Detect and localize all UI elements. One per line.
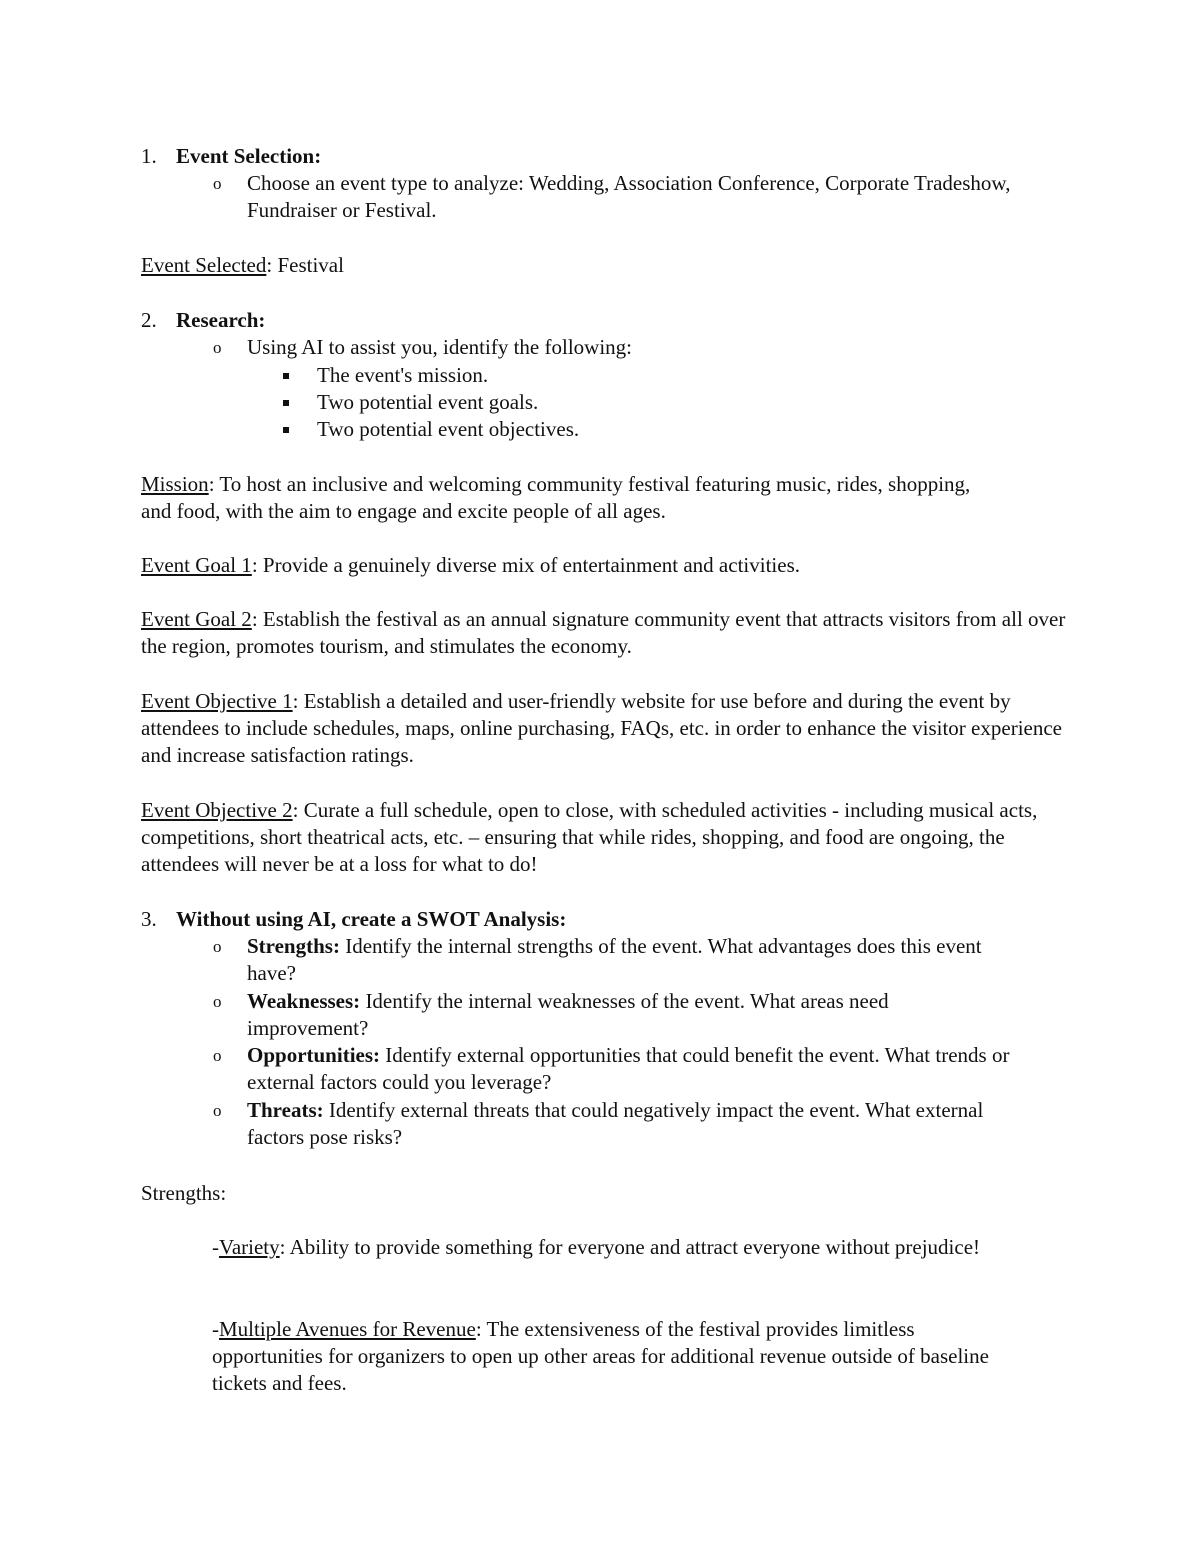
event-goal-1 xyxy=(141,552,1071,579)
list-item-text: The event's mission. xyxy=(317,363,489,387)
circle-bullet-icon: o xyxy=(213,338,222,357)
section-2-title: Research: xyxy=(176,308,266,332)
strength-prefix: - xyxy=(212,1317,219,1341)
event-goal-2-text: : Establish the festival as an annual signature community event that attracts visitors from all over the region, promotes tourism, and stimulates the economy. xyxy=(141,607,1066,658)
swot-item-text: Identify external threats that could negatively impact the event. What external factors pose risks? xyxy=(247,1098,984,1149)
section-2 xyxy=(141,307,1061,447)
circle-bullet-icon: o xyxy=(213,1046,222,1065)
event-selected xyxy=(141,252,1071,279)
swot-item-text: Identify external opportunities that could benefit the event. What trends or external factors could you leverage? xyxy=(247,1043,1010,1094)
square-bullet-icon xyxy=(283,400,289,406)
circle-bullet-icon: o xyxy=(213,1101,222,1120)
event-goal-2 xyxy=(141,606,1066,660)
event-objective-2-text: : Curate a full schedule, open to close, with scheduled activities - including musical acts, competitions, short theatrical acts, etc. – ensuring that while rides, shopping, and food are ongoing, the attendees will never be at a loss for what to do! xyxy=(141,798,1038,876)
circle-bullet-icon: o xyxy=(213,174,222,193)
strengths-heading: Strengths: xyxy=(141,1181,227,1205)
mission xyxy=(141,471,991,525)
circle-bullet-icon: o xyxy=(213,992,222,1011)
strength-entry xyxy=(212,1234,1002,1261)
section-1-number: 1. xyxy=(141,144,157,168)
list-item-text: Two potential event objectives. xyxy=(317,417,580,441)
section-2-item-text: Using AI to assist you, identify the following: xyxy=(247,335,632,359)
swot-item-label: Strengths: xyxy=(247,934,340,958)
section-1-title: Event Selection: xyxy=(176,144,322,168)
swot-item-text: Identify the internal strengths of the event. What advantages does this event have? xyxy=(247,934,982,985)
event-selected-label: Event Selected xyxy=(141,253,267,277)
event-objective-1 xyxy=(141,688,1066,769)
swot-item-label: Opportunities: xyxy=(247,1043,381,1067)
list-item-text: Two potential event goals. xyxy=(317,390,539,414)
square-bullet-icon xyxy=(283,427,289,433)
strength-label: Variety xyxy=(219,1235,280,1259)
section-3-number: 3. xyxy=(141,907,157,931)
event-goal-1-text: : Provide a genuinely diverse mix of entertainment and activities. xyxy=(251,553,800,577)
strength-text: : Ability to provide something for everyone and attract everyone without prejudice! xyxy=(279,1235,981,1259)
mission-label: Mission xyxy=(141,472,209,496)
section-1 xyxy=(141,143,1061,233)
event-objective-1-label: Event Objective 1 xyxy=(141,689,293,713)
event-goal-1-label: Event Goal 1 xyxy=(141,553,252,577)
section-2-number: 2. xyxy=(141,308,157,332)
event-objective-2-label: Event Objective 2 xyxy=(141,798,293,822)
square-bullet-icon xyxy=(283,373,289,379)
section-1-item-text: Choose an event type to analyze: Wedding, Association Conference, Corporate Tradeshow, Fundraiser or Festival. xyxy=(247,171,1011,222)
swot-item-label: Threats: xyxy=(247,1098,324,1122)
event-goal-2-label: Event Goal 2 xyxy=(141,607,252,631)
strength-label: Multiple Avenues for Revenue xyxy=(219,1317,476,1341)
strength-entry xyxy=(212,1316,1027,1397)
strength-text: : The extensiveness of the festival provides limitless opportunities for organizers to open up other areas for additional revenue outside of baseline tickets and fees. xyxy=(212,1317,989,1395)
circle-bullet-icon: o xyxy=(213,937,222,956)
strength-prefix: - xyxy=(212,1235,219,1259)
event-objective-1-text: : Establish a detailed and user-friendly website for use before and during the event by attendees to include schedules, maps, online purchasing, FAQs, etc. in order to enhance the visitor experience and increase satisfaction ratings. xyxy=(141,689,1062,767)
section-3 xyxy=(141,906,1061,1156)
mission-text: : To host an inclusive and welcoming community festival featuring music, rides, shopping, and food, with the aim to engage and excite people of all ages. xyxy=(141,472,971,523)
section-3-title: Without using AI, create a SWOT Analysis: xyxy=(176,907,567,931)
event-objective-2 xyxy=(141,797,1046,878)
event-selected-value: : Festival xyxy=(266,253,344,277)
swot-item-text: Identify the internal weaknesses of the event. What areas need improvement? xyxy=(247,989,889,1040)
swot-item-label: Weaknesses: xyxy=(247,989,361,1013)
